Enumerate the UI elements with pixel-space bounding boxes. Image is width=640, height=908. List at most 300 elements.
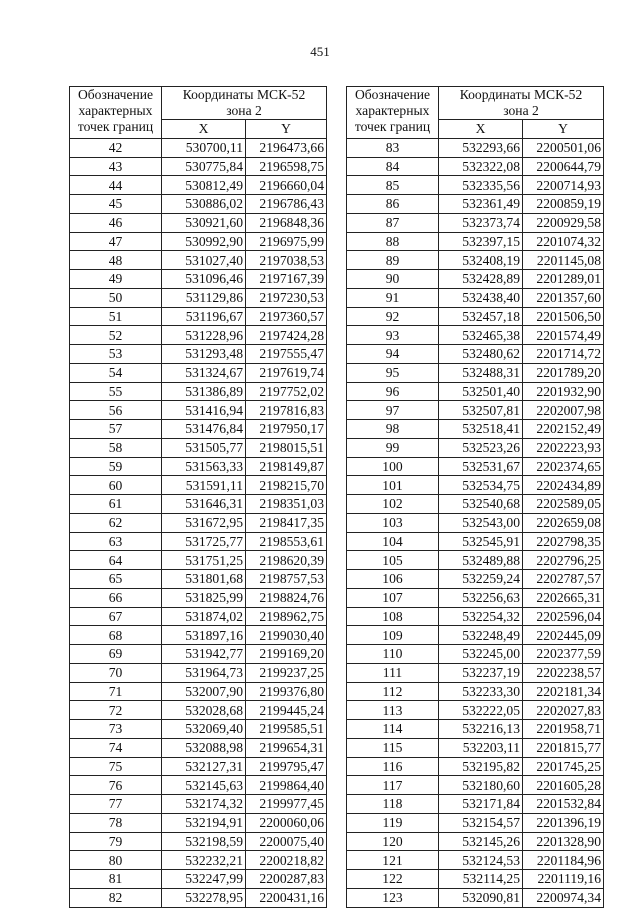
header-label-line1: Обозначение	[77, 87, 154, 102]
point-number-cell: 89	[347, 251, 439, 270]
y-coordinate-cell: 2200929,58	[523, 213, 604, 232]
header-coords-line1: Координаты МСК-52	[459, 87, 583, 102]
x-coordinate-cell: 531476,84	[162, 420, 246, 439]
table-row	[347, 795, 604, 814]
table-row	[70, 345, 327, 364]
y-coordinate-cell: 2202787,57	[523, 570, 604, 589]
point-number-cell: 108	[347, 607, 439, 626]
x-coordinate-cell: 532007,90	[162, 682, 246, 701]
y-coordinate-cell: 2201605,28	[523, 776, 604, 795]
x-coordinate-cell: 531825,99	[162, 588, 246, 607]
table-row	[70, 513, 327, 532]
x-coordinate-cell: 532198,59	[162, 832, 246, 851]
point-number-cell: 94	[347, 345, 439, 364]
y-coordinate-cell: 2202796,25	[523, 551, 604, 570]
table-row	[70, 532, 327, 551]
table-row	[347, 513, 604, 532]
y-coordinate-cell: 2200060,06	[246, 813, 327, 832]
y-coordinate-cell: 2202445,09	[523, 626, 604, 645]
table-row	[347, 888, 604, 907]
table-row	[70, 570, 327, 589]
y-coordinate-cell: 2201506,50	[523, 307, 604, 326]
table-row	[70, 157, 327, 176]
x-coordinate-cell: 532222,05	[439, 701, 523, 720]
table-row	[347, 420, 604, 439]
y-coordinate-cell: 2198824,76	[246, 588, 327, 607]
y-coordinate-cell: 2199795,47	[246, 757, 327, 776]
x-coordinate-cell: 531591,11	[162, 476, 246, 495]
point-number-cell: 72	[70, 701, 162, 720]
table-row	[70, 495, 327, 514]
x-coordinate-cell: 532203,11	[439, 738, 523, 757]
x-coordinate-cell: 532145,26	[439, 832, 523, 851]
x-coordinate-cell: 532534,75	[439, 476, 523, 495]
header-label-line3: точек границ	[77, 119, 154, 134]
table-row	[347, 138, 604, 157]
y-coordinate-cell: 2201074,32	[523, 232, 604, 251]
point-number-cell: 65	[70, 570, 162, 589]
y-coordinate-cell: 2200431,16	[246, 888, 327, 907]
table-body-left	[70, 138, 327, 907]
x-coordinate-cell: 531228,96	[162, 326, 246, 345]
table-row	[70, 551, 327, 570]
x-coordinate-cell: 532232,21	[162, 851, 246, 870]
y-coordinate-cell: 2202434,89	[523, 476, 604, 495]
column-y-header: Y	[246, 120, 327, 139]
y-coordinate-cell: 2199445,24	[246, 701, 327, 720]
point-number-cell: 90	[347, 270, 439, 289]
point-number-cell: 68	[70, 626, 162, 645]
table-row	[70, 682, 327, 701]
point-number-cell: 81	[70, 870, 162, 889]
y-coordinate-cell: 2199169,20	[246, 645, 327, 664]
table-row	[70, 270, 327, 289]
y-coordinate-cell: 2197230,53	[246, 288, 327, 307]
header-coords-line2: зона 2	[226, 103, 262, 118]
table-row	[347, 626, 604, 645]
table-row	[347, 345, 604, 364]
y-coordinate-cell: 2202223,93	[523, 438, 604, 457]
y-coordinate-cell: 2197752,02	[246, 382, 327, 401]
table-row	[70, 363, 327, 382]
x-coordinate-cell: 532322,08	[439, 157, 523, 176]
table-row	[347, 476, 604, 495]
table-row	[347, 645, 604, 664]
point-number-cell: 50	[70, 288, 162, 307]
x-coordinate-cell: 532507,81	[439, 401, 523, 420]
y-coordinate-cell: 2199977,45	[246, 795, 327, 814]
y-coordinate-cell: 2198962,75	[246, 607, 327, 626]
table-row	[347, 382, 604, 401]
y-coordinate-cell: 2202377,59	[523, 645, 604, 664]
table-row	[70, 870, 327, 889]
point-number-cell: 102	[347, 495, 439, 514]
x-coordinate-cell: 531725,77	[162, 532, 246, 551]
point-number-cell: 109	[347, 626, 439, 645]
x-coordinate-cell: 532254,32	[439, 607, 523, 626]
x-coordinate-cell: 532114,25	[439, 870, 523, 889]
table-row	[70, 888, 327, 907]
table-row	[347, 401, 604, 420]
y-coordinate-cell: 2198215,70	[246, 476, 327, 495]
header-label-line1: Обозначение	[354, 87, 431, 102]
x-coordinate-cell: 531324,67	[162, 363, 246, 382]
table-row	[70, 213, 327, 232]
x-coordinate-cell: 531096,46	[162, 270, 246, 289]
x-coordinate-cell: 532145,63	[162, 776, 246, 795]
table-row	[70, 588, 327, 607]
point-number-cell: 117	[347, 776, 439, 795]
table-row	[70, 645, 327, 664]
table-row	[70, 307, 327, 326]
x-coordinate-cell: 532174,32	[162, 795, 246, 814]
point-number-cell: 92	[347, 307, 439, 326]
y-coordinate-cell: 2198149,87	[246, 457, 327, 476]
y-coordinate-cell: 2201745,25	[523, 757, 604, 776]
column-x-header: X	[162, 120, 246, 139]
point-number-cell: 74	[70, 738, 162, 757]
y-coordinate-cell: 2202007,98	[523, 401, 604, 420]
y-coordinate-cell: 2202589,05	[523, 495, 604, 514]
y-coordinate-cell: 2201328,90	[523, 832, 604, 851]
x-coordinate-cell: 532237,19	[439, 663, 523, 682]
x-coordinate-cell: 532278,95	[162, 888, 246, 907]
x-coordinate-cell: 532335,56	[439, 176, 523, 195]
point-number-cell: 80	[70, 851, 162, 870]
x-coordinate-cell: 530921,60	[162, 213, 246, 232]
point-number-cell: 121	[347, 851, 439, 870]
x-coordinate-cell: 532501,40	[439, 382, 523, 401]
y-coordinate-cell: 2201145,08	[523, 251, 604, 270]
table-row	[70, 138, 327, 157]
x-coordinate-cell: 532457,18	[439, 307, 523, 326]
x-coordinate-cell: 532195,82	[439, 757, 523, 776]
y-coordinate-cell: 2200859,19	[523, 195, 604, 214]
table-row	[347, 326, 604, 345]
table-row	[347, 213, 604, 232]
y-coordinate-cell: 2198757,53	[246, 570, 327, 589]
point-number-cell: 45	[70, 195, 162, 214]
x-coordinate-cell: 530700,11	[162, 138, 246, 157]
point-number-cell: 105	[347, 551, 439, 570]
y-coordinate-cell: 2197619,74	[246, 363, 327, 382]
point-number-cell: 59	[70, 457, 162, 476]
coordinates-table-left	[69, 86, 327, 908]
table-row	[347, 757, 604, 776]
point-number-cell: 112	[347, 682, 439, 701]
point-number-cell: 60	[70, 476, 162, 495]
point-number-cell: 70	[70, 663, 162, 682]
y-coordinate-cell: 2198553,61	[246, 532, 327, 551]
point-number-cell: 58	[70, 438, 162, 457]
table-row	[70, 420, 327, 439]
table-row	[70, 757, 327, 776]
y-coordinate-cell: 2201815,77	[523, 738, 604, 757]
y-coordinate-cell: 2199654,31	[246, 738, 327, 757]
point-number-cell: 119	[347, 813, 439, 832]
point-number-cell: 48	[70, 251, 162, 270]
table-row	[70, 382, 327, 401]
x-coordinate-cell: 532397,15	[439, 232, 523, 251]
x-coordinate-cell: 532465,38	[439, 326, 523, 345]
coordinates-table-right	[346, 86, 604, 908]
y-coordinate-cell: 2199585,51	[246, 720, 327, 739]
point-number-cell: 63	[70, 532, 162, 551]
x-coordinate-cell: 531964,73	[162, 663, 246, 682]
x-coordinate-cell: 531646,31	[162, 495, 246, 514]
y-coordinate-cell: 2201789,20	[523, 363, 604, 382]
x-coordinate-cell: 532124,53	[439, 851, 523, 870]
table-row	[70, 738, 327, 757]
x-coordinate-cell: 531416,94	[162, 401, 246, 420]
point-number-cell: 75	[70, 757, 162, 776]
point-number-cell: 91	[347, 288, 439, 307]
x-coordinate-cell: 532216,13	[439, 720, 523, 739]
y-coordinate-cell: 2200974,34	[523, 888, 604, 907]
header-coords-line2: зона 2	[503, 103, 539, 118]
y-coordinate-cell: 2197816,83	[246, 401, 327, 420]
y-coordinate-cell: 2202181,34	[523, 682, 604, 701]
y-coordinate-cell: 2196473,66	[246, 138, 327, 157]
table-row	[347, 776, 604, 795]
table-row	[70, 795, 327, 814]
point-number-cell: 47	[70, 232, 162, 251]
table-row	[70, 607, 327, 626]
table-row	[347, 720, 604, 739]
point-number-cell: 66	[70, 588, 162, 607]
y-coordinate-cell: 2202374,65	[523, 457, 604, 476]
table-row	[347, 157, 604, 176]
table-row	[347, 270, 604, 289]
table-row	[70, 776, 327, 795]
table-row	[70, 176, 327, 195]
table-row	[70, 720, 327, 739]
x-coordinate-cell: 532245,00	[439, 645, 523, 664]
x-coordinate-cell: 532531,67	[439, 457, 523, 476]
y-coordinate-cell: 2201289,01	[523, 270, 604, 289]
y-coordinate-cell: 2199864,40	[246, 776, 327, 795]
y-coordinate-cell: 2198015,51	[246, 438, 327, 457]
x-coordinate-cell: 531293,48	[162, 345, 246, 364]
point-number-cell: 116	[347, 757, 439, 776]
point-number-cell: 79	[70, 832, 162, 851]
y-coordinate-cell: 2201184,96	[523, 851, 604, 870]
y-coordinate-cell: 2196848,36	[246, 213, 327, 232]
x-coordinate-cell: 531897,16	[162, 626, 246, 645]
point-number-cell: 52	[70, 326, 162, 345]
x-coordinate-cell: 532543,00	[439, 513, 523, 532]
table-row	[347, 195, 604, 214]
x-coordinate-cell: 532293,66	[439, 138, 523, 157]
y-coordinate-cell: 2199376,80	[246, 682, 327, 701]
table-row	[70, 288, 327, 307]
table-row	[70, 626, 327, 645]
x-coordinate-cell: 532361,49	[439, 195, 523, 214]
y-coordinate-cell: 2197167,39	[246, 270, 327, 289]
point-number-cell: 56	[70, 401, 162, 420]
point-number-cell: 85	[347, 176, 439, 195]
y-coordinate-cell: 2201357,60	[523, 288, 604, 307]
x-coordinate-cell: 531672,95	[162, 513, 246, 532]
table-row	[347, 738, 604, 757]
x-coordinate-cell: 531563,33	[162, 457, 246, 476]
y-coordinate-cell: 2198417,35	[246, 513, 327, 532]
y-coordinate-cell: 2201532,84	[523, 795, 604, 814]
point-number-cell: 77	[70, 795, 162, 814]
point-number-cell: 86	[347, 195, 439, 214]
x-coordinate-cell: 532518,41	[439, 420, 523, 439]
point-number-cell: 55	[70, 382, 162, 401]
x-coordinate-cell: 531505,77	[162, 438, 246, 457]
x-coordinate-cell: 532127,31	[162, 757, 246, 776]
x-coordinate-cell: 531386,89	[162, 382, 246, 401]
x-coordinate-cell: 531942,77	[162, 645, 246, 664]
header-label-line2: характерных	[78, 103, 153, 118]
table-row	[347, 251, 604, 270]
page-number: 451	[310, 44, 330, 59]
y-coordinate-cell: 2199030,40	[246, 626, 327, 645]
table-row	[347, 832, 604, 851]
y-coordinate-cell: 2197360,57	[246, 307, 327, 326]
x-coordinate-cell: 532180,60	[439, 776, 523, 795]
point-number-cell: 103	[347, 513, 439, 532]
table-row	[70, 195, 327, 214]
x-coordinate-cell: 532090,81	[439, 888, 523, 907]
header-label-line2: характерных	[355, 103, 430, 118]
point-number-cell: 46	[70, 213, 162, 232]
y-coordinate-cell: 2200714,93	[523, 176, 604, 195]
point-number-cell: 71	[70, 682, 162, 701]
table-body-right	[347, 138, 604, 907]
point-number-cell: 98	[347, 420, 439, 439]
point-number-cell: 49	[70, 270, 162, 289]
table-row	[347, 588, 604, 607]
x-coordinate-cell: 532259,24	[439, 570, 523, 589]
x-coordinate-cell: 532256,63	[439, 588, 523, 607]
coordinates-header	[439, 87, 604, 120]
y-coordinate-cell: 2201574,49	[523, 326, 604, 345]
table-row	[70, 701, 327, 720]
x-coordinate-cell: 532438,40	[439, 288, 523, 307]
point-number-cell: 78	[70, 813, 162, 832]
point-number-cell: 95	[347, 363, 439, 382]
point-number-cell: 110	[347, 645, 439, 664]
table-row	[70, 457, 327, 476]
x-coordinate-cell: 532488,31	[439, 363, 523, 382]
point-number-cell: 115	[347, 738, 439, 757]
coordinates-header	[162, 87, 327, 120]
y-coordinate-cell: 2202238,57	[523, 663, 604, 682]
x-coordinate-cell: 532247,99	[162, 870, 246, 889]
table-row	[70, 832, 327, 851]
point-number-cell: 111	[347, 663, 439, 682]
x-coordinate-cell: 532428,89	[439, 270, 523, 289]
point-number-cell: 99	[347, 438, 439, 457]
point-number-cell: 42	[70, 138, 162, 157]
point-number-cell: 62	[70, 513, 162, 532]
point-number-cell: 97	[347, 401, 439, 420]
y-coordinate-cell: 2197950,17	[246, 420, 327, 439]
x-coordinate-cell: 532171,84	[439, 795, 523, 814]
point-number-cell: 73	[70, 720, 162, 739]
table-row	[347, 363, 604, 382]
header-label-line3: точек границ	[354, 119, 431, 134]
x-coordinate-cell: 532545,91	[439, 532, 523, 551]
point-number-cell: 122	[347, 870, 439, 889]
x-coordinate-cell: 531129,86	[162, 288, 246, 307]
y-coordinate-cell: 2201958,71	[523, 720, 604, 739]
table-row	[347, 813, 604, 832]
point-number-cell: 118	[347, 795, 439, 814]
y-coordinate-cell: 2201396,19	[523, 813, 604, 832]
point-number-cell: 88	[347, 232, 439, 251]
table-row	[347, 176, 604, 195]
point-number-cell: 44	[70, 176, 162, 195]
y-coordinate-cell: 2200501,06	[523, 138, 604, 157]
point-number-cell: 84	[347, 157, 439, 176]
point-number-cell: 123	[347, 888, 439, 907]
x-coordinate-cell: 532194,91	[162, 813, 246, 832]
point-number-cell: 53	[70, 345, 162, 364]
table-row	[347, 232, 604, 251]
table-row	[70, 663, 327, 682]
x-coordinate-cell: 532154,57	[439, 813, 523, 832]
y-coordinate-cell: 2197424,28	[246, 326, 327, 345]
table-row	[347, 570, 604, 589]
x-coordinate-cell: 532408,19	[439, 251, 523, 270]
y-coordinate-cell: 2198620,39	[246, 551, 327, 570]
column-y-header: Y	[523, 120, 604, 139]
y-coordinate-cell: 2202152,49	[523, 420, 604, 439]
point-number-cell: 120	[347, 832, 439, 851]
point-number-cell: 76	[70, 776, 162, 795]
x-coordinate-cell: 532248,49	[439, 626, 523, 645]
header-coords-line1: Координаты МСК-52	[182, 87, 306, 102]
point-label-header	[347, 87, 439, 139]
table-row	[70, 813, 327, 832]
y-coordinate-cell: 2201932,90	[523, 382, 604, 401]
x-coordinate-cell: 530812,49	[162, 176, 246, 195]
y-coordinate-cell: 2202665,31	[523, 588, 604, 607]
x-coordinate-cell: 532480,62	[439, 345, 523, 364]
table-row	[70, 438, 327, 457]
y-coordinate-cell: 2197038,53	[246, 251, 327, 270]
point-number-cell: 67	[70, 607, 162, 626]
y-coordinate-cell: 2200075,40	[246, 832, 327, 851]
point-number-cell: 57	[70, 420, 162, 439]
table-row	[347, 457, 604, 476]
point-number-cell: 43	[70, 157, 162, 176]
x-coordinate-cell: 532069,40	[162, 720, 246, 739]
table-row	[347, 532, 604, 551]
x-coordinate-cell: 531196,67	[162, 307, 246, 326]
point-number-cell: 106	[347, 570, 439, 589]
column-x-header: X	[439, 120, 523, 139]
x-coordinate-cell: 532088,98	[162, 738, 246, 757]
x-coordinate-cell: 532489,88	[439, 551, 523, 570]
y-coordinate-cell: 2202798,35	[523, 532, 604, 551]
point-label-header	[70, 87, 162, 139]
y-coordinate-cell: 2196598,75	[246, 157, 327, 176]
table-row	[347, 307, 604, 326]
point-number-cell: 83	[347, 138, 439, 157]
x-coordinate-cell: 532028,68	[162, 701, 246, 720]
point-number-cell: 96	[347, 382, 439, 401]
y-coordinate-cell: 2198351,03	[246, 495, 327, 514]
table-row	[347, 870, 604, 889]
table-row	[70, 476, 327, 495]
x-coordinate-cell: 531801,68	[162, 570, 246, 589]
